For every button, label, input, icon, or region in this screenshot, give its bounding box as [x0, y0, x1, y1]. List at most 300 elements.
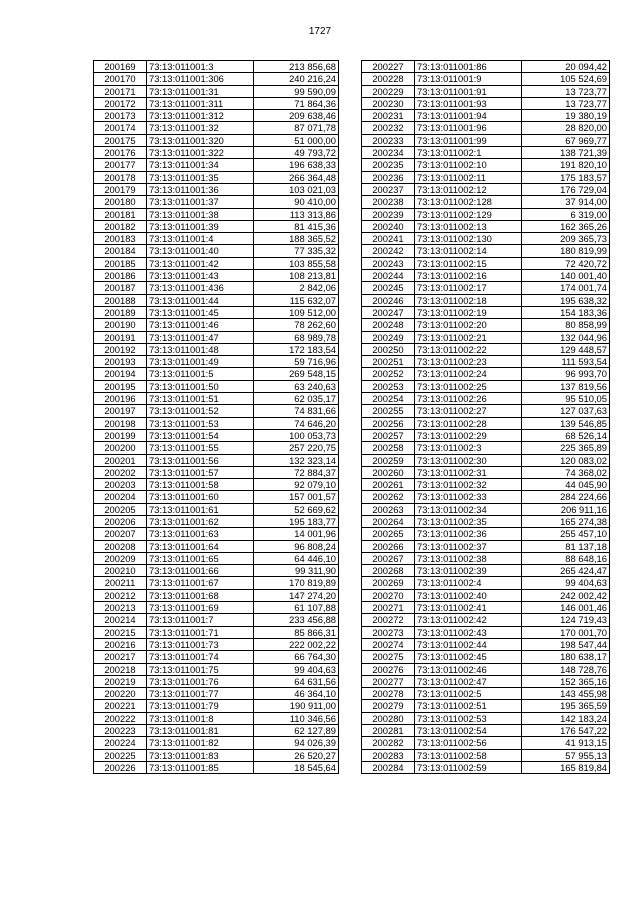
amount-cell: 209 365,73 [522, 233, 610, 245]
cadastral-number-cell: 73:13:011001:82 [147, 737, 254, 749]
row-id-cell: 200229 [362, 85, 415, 97]
cadastral-number-cell: 73:13:011001:44 [147, 294, 254, 306]
cadastral-number-cell: 73:13:011002:51 [415, 700, 522, 712]
row-id-cell: 200220 [94, 688, 147, 700]
table-row [94, 73, 339, 85]
table-row [94, 356, 339, 368]
row-id-cell: 200246 [362, 294, 415, 306]
amount-cell: 266 364,48 [254, 171, 339, 183]
table-row [94, 491, 339, 503]
row-id-cell: 200251 [362, 356, 415, 368]
table-row [362, 319, 610, 331]
amount-cell: 96 993,70 [522, 368, 610, 380]
cadastral-number-cell: 73:13:011001:436 [147, 282, 254, 294]
table-row [362, 749, 610, 761]
cadastral-number-cell: 73:13:011002:22 [415, 343, 522, 355]
table-row [94, 282, 339, 294]
table-row [94, 233, 339, 245]
cadastral-number-cell: 73:13:011002:3 [415, 442, 522, 454]
table-row [362, 294, 610, 306]
cadastral-number-cell: 73:13:011002:24 [415, 368, 522, 380]
cadastral-number-cell: 73:13:011002:41 [415, 602, 522, 614]
amount-cell: 195 365,59 [522, 700, 610, 712]
row-id-cell: 200275 [362, 651, 415, 663]
cadastral-number-cell: 73:13:011002:33 [415, 491, 522, 503]
amount-cell: 64 631,56 [254, 675, 339, 687]
row-id-cell: 200270 [362, 589, 415, 601]
row-id-cell: 200249 [362, 331, 415, 343]
row-id-cell: 200215 [94, 626, 147, 638]
amount-cell: 111 593,54 [522, 356, 610, 368]
cadastral-number-cell: 73:13:011002:30 [415, 454, 522, 466]
row-id-cell: 200222 [94, 712, 147, 724]
cadastral-number-cell: 73:13:011001:58 [147, 479, 254, 491]
table-row [94, 147, 339, 159]
cadastral-number-cell: 73:13:011001:48 [147, 343, 254, 355]
cadastral-number-cell: 73:13:011002:19 [415, 306, 522, 318]
amount-cell: 265 424,47 [522, 565, 610, 577]
row-id-cell: 200194 [94, 368, 147, 380]
table-row [362, 183, 610, 195]
row-id-cell: 200203 [94, 479, 147, 491]
cadastral-number-cell: 73:13:011001:35 [147, 171, 254, 183]
amount-cell: 162 365,26 [522, 220, 610, 232]
cadastral-number-cell: 73:13:011002:4 [415, 577, 522, 589]
row-id-cell: 200184 [94, 245, 147, 257]
amount-cell: 52 669,62 [254, 503, 339, 515]
cadastral-number-cell: 73:13:011001:91 [415, 85, 522, 97]
row-id-cell: 200263 [362, 503, 415, 515]
row-id-cell: 200265 [362, 528, 415, 540]
row-id-cell: 200234 [362, 147, 415, 159]
table-row [362, 245, 610, 257]
amount-cell: 138 721,39 [522, 147, 610, 159]
table-row [362, 614, 610, 626]
table-row [362, 233, 610, 245]
cadastral-number-cell: 73:13:011001:62 [147, 515, 254, 527]
amount-cell: 165 274,38 [522, 515, 610, 527]
cadastral-number-cell: 73:13:011001:50 [147, 380, 254, 392]
cadastral-number-cell: 73:13:011002:17 [415, 282, 522, 294]
cadastral-number-cell: 73:13:011002:34 [415, 503, 522, 515]
table-row [362, 122, 610, 134]
cadastral-number-cell: 73:13:011002:129 [415, 208, 522, 220]
table-row [362, 417, 610, 429]
table-row [362, 761, 610, 773]
row-id-cell: 200218 [94, 663, 147, 675]
cadastral-number-cell: 73:13:011001:34 [147, 159, 254, 171]
table-row [94, 196, 339, 208]
cadastral-number-cell: 73:13:011002:56 [415, 737, 522, 749]
table-row [362, 61, 610, 73]
table-row [362, 270, 610, 282]
amount-cell: 190 911,00 [254, 700, 339, 712]
amount-cell: 13 723,77 [522, 85, 610, 97]
table-row [94, 110, 339, 122]
cadastral-number-cell: 73:13:011001:73 [147, 638, 254, 650]
cadastral-number-cell: 73:13:011002:130 [415, 233, 522, 245]
table-row [94, 393, 339, 405]
amount-cell: 198 547,44 [522, 638, 610, 650]
cadastral-number-cell: 73:13:011002:16 [415, 270, 522, 282]
cadastral-number-cell: 73:13:011002:21 [415, 331, 522, 343]
cadastral-number-cell: 73:13:011002:43 [415, 626, 522, 638]
row-id-cell: 200195 [94, 380, 147, 392]
row-id-cell: 200193 [94, 356, 147, 368]
amount-cell: 85 866,31 [254, 626, 339, 638]
table-row [94, 405, 339, 417]
amount-cell: 152 365,16 [522, 675, 610, 687]
row-id-cell: 200208 [94, 540, 147, 552]
row-id-cell: 200258 [362, 442, 415, 454]
cadastral-number-cell: 73:13:011001:66 [147, 565, 254, 577]
cadastral-number-cell: 73:13:011002:58 [415, 749, 522, 761]
table-row [94, 737, 339, 749]
amount-cell: 49 793,72 [254, 147, 339, 159]
cadastral-number-cell: 73:13:011002:54 [415, 725, 522, 737]
amount-cell: 222 002,22 [254, 638, 339, 650]
row-id-cell: 200268 [362, 565, 415, 577]
table-row [362, 405, 610, 417]
cadastral-number-cell: 73:13:011001:75 [147, 663, 254, 675]
amount-cell: 172 183,54 [254, 343, 339, 355]
row-id-cell: 200283 [362, 749, 415, 761]
table-row [362, 343, 610, 355]
amount-cell: 257 220,75 [254, 442, 339, 454]
row-id-cell: 200170 [94, 73, 147, 85]
row-id-cell: 200277 [362, 675, 415, 687]
row-id-cell: 200178 [94, 171, 147, 183]
table-row [94, 159, 339, 171]
row-id-cell: 200189 [94, 306, 147, 318]
amount-cell: 20 094,42 [522, 61, 610, 73]
table-row [362, 331, 610, 343]
amount-cell: 180 819,99 [522, 245, 610, 257]
row-id-cell: 200247 [362, 306, 415, 318]
table-row [94, 614, 339, 626]
amount-cell: 71 864,36 [254, 97, 339, 109]
table-row [94, 700, 339, 712]
table-row [362, 134, 610, 146]
amount-cell: 14 001,96 [254, 528, 339, 540]
row-id-cell: 200180 [94, 196, 147, 208]
amount-cell: 154 183,36 [522, 306, 610, 318]
cadastral-number-cell: 73:13:011002:42 [415, 614, 522, 626]
amount-cell: 96 808,24 [254, 540, 339, 552]
table-row [362, 577, 610, 589]
amount-cell: 92 079,10 [254, 479, 339, 491]
table-row [94, 552, 339, 564]
cadastral-number-cell: 73:13:011001:55 [147, 442, 254, 454]
cadastral-number-cell: 73:13:011001:4 [147, 233, 254, 245]
table-row [362, 688, 610, 700]
table-row [94, 171, 339, 183]
table-row [362, 429, 610, 441]
amount-cell: 99 404,63 [522, 577, 610, 589]
registry-table-right-body [362, 61, 610, 774]
row-id-cell: 200209 [94, 552, 147, 564]
cadastral-number-cell: 73:13:011002:53 [415, 712, 522, 724]
table-row [362, 393, 610, 405]
cadastral-number-cell: 73:13:011002:128 [415, 196, 522, 208]
row-id-cell: 200214 [94, 614, 147, 626]
cadastral-number-cell: 73:13:011001:65 [147, 552, 254, 564]
cadastral-number-cell: 73:13:011001:53 [147, 417, 254, 429]
amount-cell: 67 969,77 [522, 134, 610, 146]
table-row [362, 442, 610, 454]
row-id-cell: 200212 [94, 589, 147, 601]
amount-cell: 195 183,77 [254, 515, 339, 527]
registry-table-left-body [94, 61, 339, 774]
row-id-cell: 200245 [362, 282, 415, 294]
row-id-cell: 200176 [94, 147, 147, 159]
amount-cell: 66 764,30 [254, 651, 339, 663]
amount-cell: 103 021,03 [254, 183, 339, 195]
row-id-cell: 200280 [362, 712, 415, 724]
table-row [362, 73, 610, 85]
row-id-cell: 200227 [362, 61, 415, 73]
cadastral-number-cell: 73:13:011001:69 [147, 602, 254, 614]
table-row [362, 552, 610, 564]
table-row [362, 356, 610, 368]
cadastral-number-cell: 73:13:011001:322 [147, 147, 254, 159]
amount-cell: 174 001,74 [522, 282, 610, 294]
cadastral-number-cell: 73:13:011002:44 [415, 638, 522, 650]
table-row [94, 749, 339, 761]
cadastral-number-cell: 73:13:011001:83 [147, 749, 254, 761]
table-row [94, 134, 339, 146]
cadastral-number-cell: 73:13:011002:26 [415, 393, 522, 405]
cadastral-number-cell: 73:13:011001:8 [147, 712, 254, 724]
row-id-cell: 200267 [362, 552, 415, 564]
table-row [362, 540, 610, 552]
cadastral-number-cell: 73:13:011001:86 [415, 61, 522, 73]
amount-cell: 99 590,09 [254, 85, 339, 97]
table-row [94, 479, 339, 491]
amount-cell: 19 380,19 [522, 110, 610, 122]
cadastral-number-cell: 73:13:011001:306 [147, 73, 254, 85]
cadastral-number-cell: 73:13:011001:5 [147, 368, 254, 380]
cadastral-number-cell: 73:13:011001:32 [147, 122, 254, 134]
amount-cell: 57 955,13 [522, 749, 610, 761]
row-id-cell: 200207 [94, 528, 147, 540]
row-id-cell: 200173 [94, 110, 147, 122]
table-row [94, 540, 339, 552]
row-id-cell: 200225 [94, 749, 147, 761]
row-id-cell: 200228 [362, 73, 415, 85]
amount-cell: 176 729,04 [522, 183, 610, 195]
amount-cell: 195 638,32 [522, 294, 610, 306]
cadastral-number-cell: 73:13:011001:7 [147, 614, 254, 626]
table-row [362, 282, 610, 294]
amount-cell: 95 510,05 [522, 393, 610, 405]
table-row [94, 306, 339, 318]
table-row [362, 565, 610, 577]
cadastral-number-cell: 73:13:011001:40 [147, 245, 254, 257]
row-id-cell: 200179 [94, 183, 147, 195]
amount-cell: 2 842,06 [254, 282, 339, 294]
cadastral-number-cell: 73:13:011001:47 [147, 331, 254, 343]
amount-cell: 13 723,77 [522, 97, 610, 109]
table-row [94, 429, 339, 441]
cadastral-number-cell: 73:13:011001:49 [147, 356, 254, 368]
amount-cell: 129 448,57 [522, 343, 610, 355]
row-id-cell: 200253 [362, 380, 415, 392]
cadastral-number-cell: 73:13:011001:79 [147, 700, 254, 712]
amount-cell: 191 820,10 [522, 159, 610, 171]
row-id-cell: 200276 [362, 663, 415, 675]
table-row [94, 761, 339, 773]
cadastral-number-cell: 73:13:011002:29 [415, 429, 522, 441]
row-id-cell: 200235 [362, 159, 415, 171]
row-id-cell: 200196 [94, 393, 147, 405]
table-row [362, 638, 610, 650]
table-row [94, 380, 339, 392]
row-id-cell: 200177 [94, 159, 147, 171]
amount-cell: 213 856,68 [254, 61, 339, 73]
cadastral-number-cell: 73:13:011001:31 [147, 85, 254, 97]
cadastral-number-cell: 73:13:011002:15 [415, 257, 522, 269]
row-id-cell: 200216 [94, 638, 147, 650]
row-id-cell: 200226 [94, 761, 147, 773]
page-number: 1727 [308, 26, 332, 37]
cadastral-number-cell: 73:13:011001:94 [415, 110, 522, 122]
cadastral-number-cell: 73:13:011001:71 [147, 626, 254, 638]
amount-cell: 146 001,46 [522, 602, 610, 614]
amount-cell: 99 404,63 [254, 663, 339, 675]
amount-cell: 132 323,14 [254, 454, 339, 466]
row-id-cell: 200256 [362, 417, 415, 429]
amount-cell: 176 547,22 [522, 725, 610, 737]
amount-cell: 46 364,10 [254, 688, 339, 700]
row-id-cell: 200281 [362, 725, 415, 737]
row-id-cell: 200221 [94, 700, 147, 712]
table-row [94, 663, 339, 675]
cadastral-number-cell: 73:13:011001:64 [147, 540, 254, 552]
cadastral-number-cell: 73:13:011001:320 [147, 134, 254, 146]
amount-cell: 81 137,18 [522, 540, 610, 552]
cadastral-number-cell: 73:13:011001:36 [147, 183, 254, 195]
row-id-cell: 200255 [362, 405, 415, 417]
amount-cell: 127 037,63 [522, 405, 610, 417]
row-id-cell: 200232 [362, 122, 415, 134]
amount-cell: 88 648,16 [522, 552, 610, 564]
table-row [362, 306, 610, 318]
amount-cell: 233 456,88 [254, 614, 339, 626]
table-row [362, 725, 610, 737]
amount-cell: 242 002,42 [522, 589, 610, 601]
amount-cell: 103 855,58 [254, 257, 339, 269]
cadastral-number-cell: 73:13:011002:46 [415, 663, 522, 675]
amount-cell: 26 520,27 [254, 749, 339, 761]
registry-table-right [361, 60, 610, 774]
table-row [94, 651, 339, 663]
row-id-cell: 200266 [362, 540, 415, 552]
cadastral-number-cell: 73:13:011002:40 [415, 589, 522, 601]
row-id-cell: 200269 [362, 577, 415, 589]
table-row [362, 466, 610, 478]
row-id-cell: 200241 [362, 233, 415, 245]
table-row [362, 208, 610, 220]
cadastral-number-cell: 73:13:011001:68 [147, 589, 254, 601]
row-id-cell: 200211 [94, 577, 147, 589]
cadastral-number-cell: 73:13:011001:37 [147, 196, 254, 208]
table-row [362, 159, 610, 171]
row-id-cell: 200185 [94, 257, 147, 269]
amount-cell: 225 365,89 [522, 442, 610, 454]
row-id-cell: 200259 [362, 454, 415, 466]
row-id-cell: 200238 [362, 196, 415, 208]
row-id-cell: 200219 [94, 675, 147, 687]
row-id-cell: 200174 [94, 122, 147, 134]
cadastral-number-cell: 73:13:011001:43 [147, 270, 254, 282]
amount-cell: 81 415,36 [254, 220, 339, 232]
cadastral-number-cell: 73:13:011001:77 [147, 688, 254, 700]
row-id-cell: 200213 [94, 602, 147, 614]
table-row [94, 454, 339, 466]
table-row [94, 577, 339, 589]
table-row [362, 602, 610, 614]
cadastral-number-cell: 73:13:011001:63 [147, 528, 254, 540]
cadastral-number-cell: 73:13:011002:1 [415, 147, 522, 159]
amount-cell: 68 526,14 [522, 429, 610, 441]
row-id-cell: 200204 [94, 491, 147, 503]
row-id-cell: 200198 [94, 417, 147, 429]
cadastral-number-cell: 73:13:011001:38 [147, 208, 254, 220]
amount-cell: 78 262,60 [254, 319, 339, 331]
table-row [94, 466, 339, 478]
row-id-cell: 200186 [94, 270, 147, 282]
row-id-cell: 200187 [94, 282, 147, 294]
table-row [362, 503, 610, 515]
row-id-cell: 200188 [94, 294, 147, 306]
table-row [94, 626, 339, 638]
table-row [94, 61, 339, 73]
table-row [94, 343, 339, 355]
amount-cell: 63 240,63 [254, 380, 339, 392]
row-id-cell: 200171 [94, 85, 147, 97]
amount-cell: 99 311,90 [254, 565, 339, 577]
amount-cell: 115 632,07 [254, 294, 339, 306]
amount-cell: 37 914,00 [522, 196, 610, 208]
table-row [362, 589, 610, 601]
row-id-cell: 200206 [94, 515, 147, 527]
row-id-cell: 200250 [362, 343, 415, 355]
row-id-cell: 200181 [94, 208, 147, 220]
amount-cell: 61 107,88 [254, 602, 339, 614]
amount-cell: 87 071,78 [254, 122, 339, 134]
row-id-cell: 200191 [94, 331, 147, 343]
cadastral-number-cell: 73:13:011001:56 [147, 454, 254, 466]
row-id-cell: 200199 [94, 429, 147, 441]
row-id-cell: 200252 [362, 368, 415, 380]
row-id-cell: 200257 [362, 429, 415, 441]
cadastral-number-cell: 73:13:011001:61 [147, 503, 254, 515]
table-row [94, 331, 339, 343]
row-id-cell: 200172 [94, 97, 147, 109]
amount-cell: 124 719,43 [522, 614, 610, 626]
cadastral-number-cell: 73:13:011002:11 [415, 171, 522, 183]
row-id-cell: 200231 [362, 110, 415, 122]
table-row [362, 626, 610, 638]
row-id-cell: 200237 [362, 183, 415, 195]
cadastral-number-cell: 73:13:011002:25 [415, 380, 522, 392]
amount-cell: 206 911,16 [522, 503, 610, 515]
cadastral-number-cell: 73:13:011001:60 [147, 491, 254, 503]
table-row [94, 602, 339, 614]
amount-cell: 120 083,02 [522, 454, 610, 466]
table-row [362, 712, 610, 724]
